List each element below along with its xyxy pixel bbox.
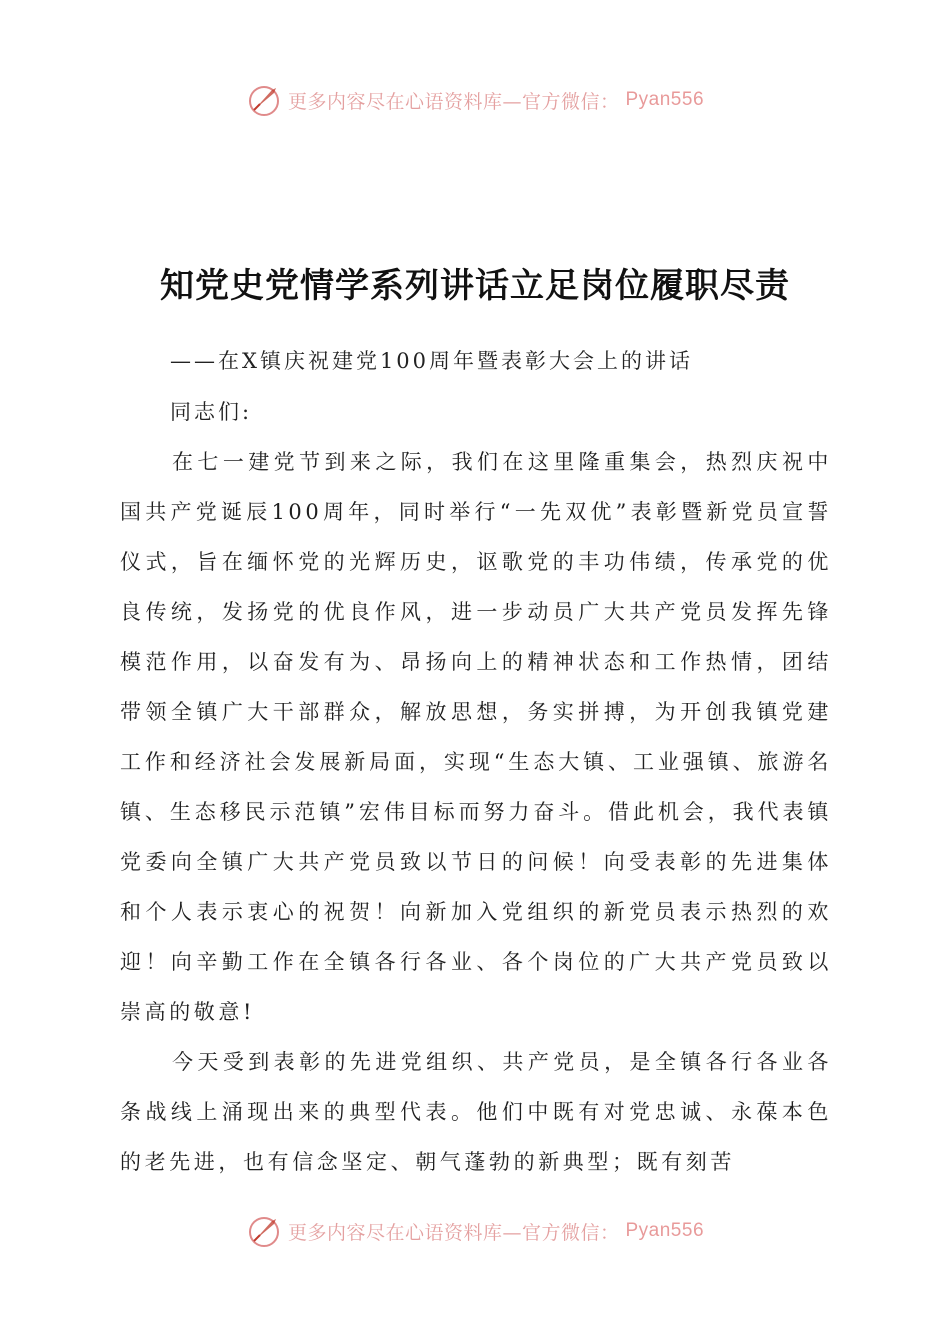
watermark-text: 更多内容尽在心语资料库—官方微信： [287, 90, 620, 113]
watermark-handle: Pyan556 [625, 89, 705, 110]
body-paragraph: 在七一建党节到来之际，我们在这里隆重集会，热烈庆祝中国共产党诞辰100周年，同时举行“一先双优”表彰暨新党员宣誓仪式，旨在缅怀党的光辉历史，讴歌党的丰功伟绩，传承党的优良传统，发扬党的优良作风，进一步动员广大共产党员发挥先锋模范作用，以奋发有为、昂扬向上的精神状态和工作热情，团结带领全镇广大干部群众，解放思想，务实拼搏，为开创我镇党建工作和经济社会发展新局面，实现“生态大镇、工业强镇、旅游名镇、生态移民示范镇”宏伟目标而努力奋斗。借此机会，我代表镇党委向全镇广大共产党员致以节日的问候！向受表彰的先进集体和个人表示衷心的祝贺！向新加入党组织的新党员表示热烈的欢迎！向辛勤工作在全镇各行各业、各个岗位的广大共产党员致以崇高的敬意! [120, 450, 832, 1024]
body-paragraph: 今天受到表彰的先进党组织、共产党员，是全镇各行各业各条战线上涌现出来的典型代表。他们中既有对党忠诚、永葆本色的老先进，也有信念坚定、朝气蓬勃的新典型；既有刻苦 [120, 1050, 832, 1174]
footer-watermark [0, 1213, 950, 1249]
document-title: 知党史党情学系列讲话立足岗位履职尽责 [160, 266, 790, 306]
header-watermark [0, 82, 950, 118]
document-subtitle: ——在X镇庆祝建党100周年暨表彰大会上的讲话 [170, 349, 694, 373]
quill-pen-circle-icon [246, 1213, 282, 1249]
greeting: 同志们: [170, 400, 253, 424]
watermark-text: 更多内容尽在心语资料库—官方微信： [287, 1221, 620, 1244]
watermark-handle: Pyan556 [625, 1220, 705, 1241]
quill-pen-circle-icon [246, 82, 282, 118]
